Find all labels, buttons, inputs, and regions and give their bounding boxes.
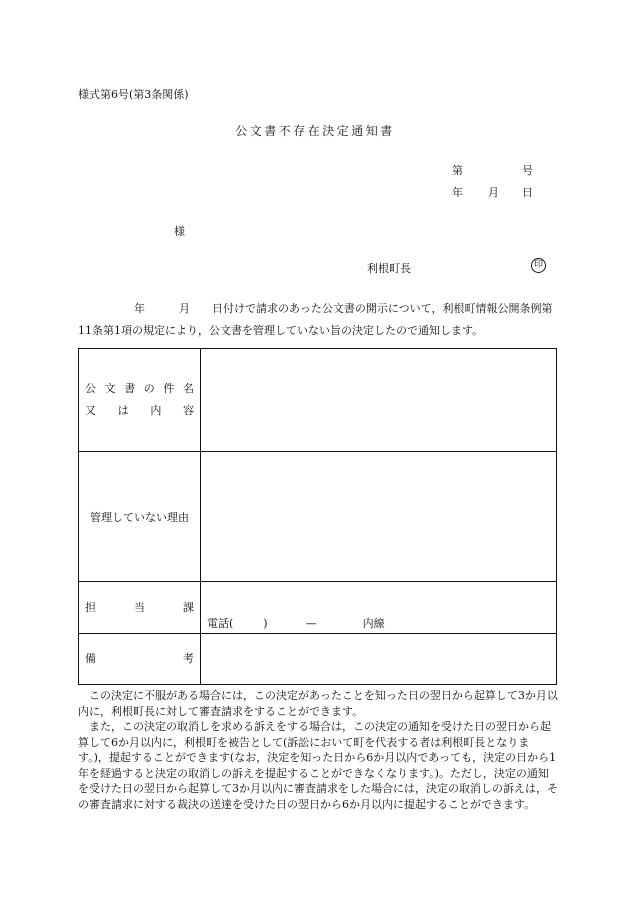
officer-value[interactable] [201, 582, 557, 634]
phone-close: ) [263, 617, 268, 630]
seal-mark: 印 [531, 258, 546, 273]
reason-label: 管理していない理由 [79, 452, 201, 582]
notice-paragraph-2: また，この決定の取消しを求める訴えをする場合は，この決定の通知を受けた日の翌日から起算して6か月以内に，利根町を被告として(訴訟において町を代表する者は利根町長となります。)，提起することができます(なお，決定を知った日から6か月以内であっても，決定の日から1年を経過すると決定の取消しの訴えを提起することができなくなります。)。ただし，決定の通知を受けた日の翌日から起算して3か月以内に審査請求をした場合には，決定の取消しの訴えは，その審査請求に対する裁決の送達を受けた日の翌日から6か月以内に提起することができます。 [78, 720, 558, 811]
body-month-label: 月 [179, 302, 190, 315]
extension-label: 内線 [362, 617, 385, 630]
remarks-label-char: 備 [85, 652, 96, 665]
officer-label-text [79, 597, 200, 619]
subject-label-line1 [79, 378, 200, 400]
date-month-label: 月 [488, 186, 499, 199]
phone-dash: — [305, 617, 317, 630]
remarks-value[interactable] [201, 634, 557, 685]
subject-label-line2-char: 内 [150, 404, 162, 417]
table-row-subject [79, 349, 557, 452]
body-year-label: 年 [134, 302, 145, 315]
officer-label-char: 課 [183, 600, 194, 614]
subject-label-line2-char: は [117, 404, 129, 417]
reason-value[interactable] [201, 452, 557, 582]
date-year-label: 年 [452, 186, 463, 199]
subject-label-line1-char: 公 [85, 382, 96, 395]
notice-paragraph-1: この決定に不服がある場合には，この決定があったことを知った日の翌日から起算して3か月以内に，利根町長に対して審査請求をすることができます。 [78, 689, 558, 718]
subject-label-line1-char: 書 [124, 382, 136, 395]
table-row-remarks [79, 634, 557, 685]
subject-label-line1-char: の [143, 382, 155, 395]
remarks-label-char: 考 [183, 652, 194, 665]
subject-value[interactable] [201, 349, 557, 452]
subject-label [79, 349, 201, 452]
officer-label [79, 582, 201, 634]
addressee-suffix: 様 [174, 225, 185, 238]
reference-number-prefix: 第 [452, 164, 463, 177]
table-row-reason [79, 452, 557, 582]
date-day-label: 日 [522, 186, 533, 199]
document-title: 公文書不存在決定通知書 [235, 124, 395, 138]
reference-number-suffix: 号 [522, 164, 533, 177]
subject-label-line1-char: 名 [182, 382, 194, 395]
officer-label-char: 当 [134, 600, 145, 614]
issuer-name: 利根町長 [367, 262, 411, 275]
subject-label-line2-char: 容 [182, 404, 194, 417]
subject-label-line2 [79, 400, 200, 422]
info-table [78, 348, 557, 685]
appeal-notice [78, 688, 558, 812]
subject-label-line1-char: 件 [163, 382, 175, 395]
phone-line [207, 615, 385, 631]
subject-label-line1-char: 文 [104, 382, 116, 395]
body-main-text: 日付けで請求のあった公文書の開示について，利根町情報公開条例第11条第1項の規定により，公文書を管理していない旨の決定したので通知します。 [78, 302, 553, 337]
remarks-label-text [79, 648, 200, 670]
subject-label-line2-char: 又 [85, 404, 96, 417]
remarks-label [79, 634, 201, 685]
table-row-officer [79, 582, 557, 634]
form-number: 様式第6号(第3条関係) [78, 88, 189, 101]
phone-label: 電話( [207, 617, 234, 630]
officer-label-char: 担 [85, 600, 96, 614]
body-text [78, 298, 556, 342]
